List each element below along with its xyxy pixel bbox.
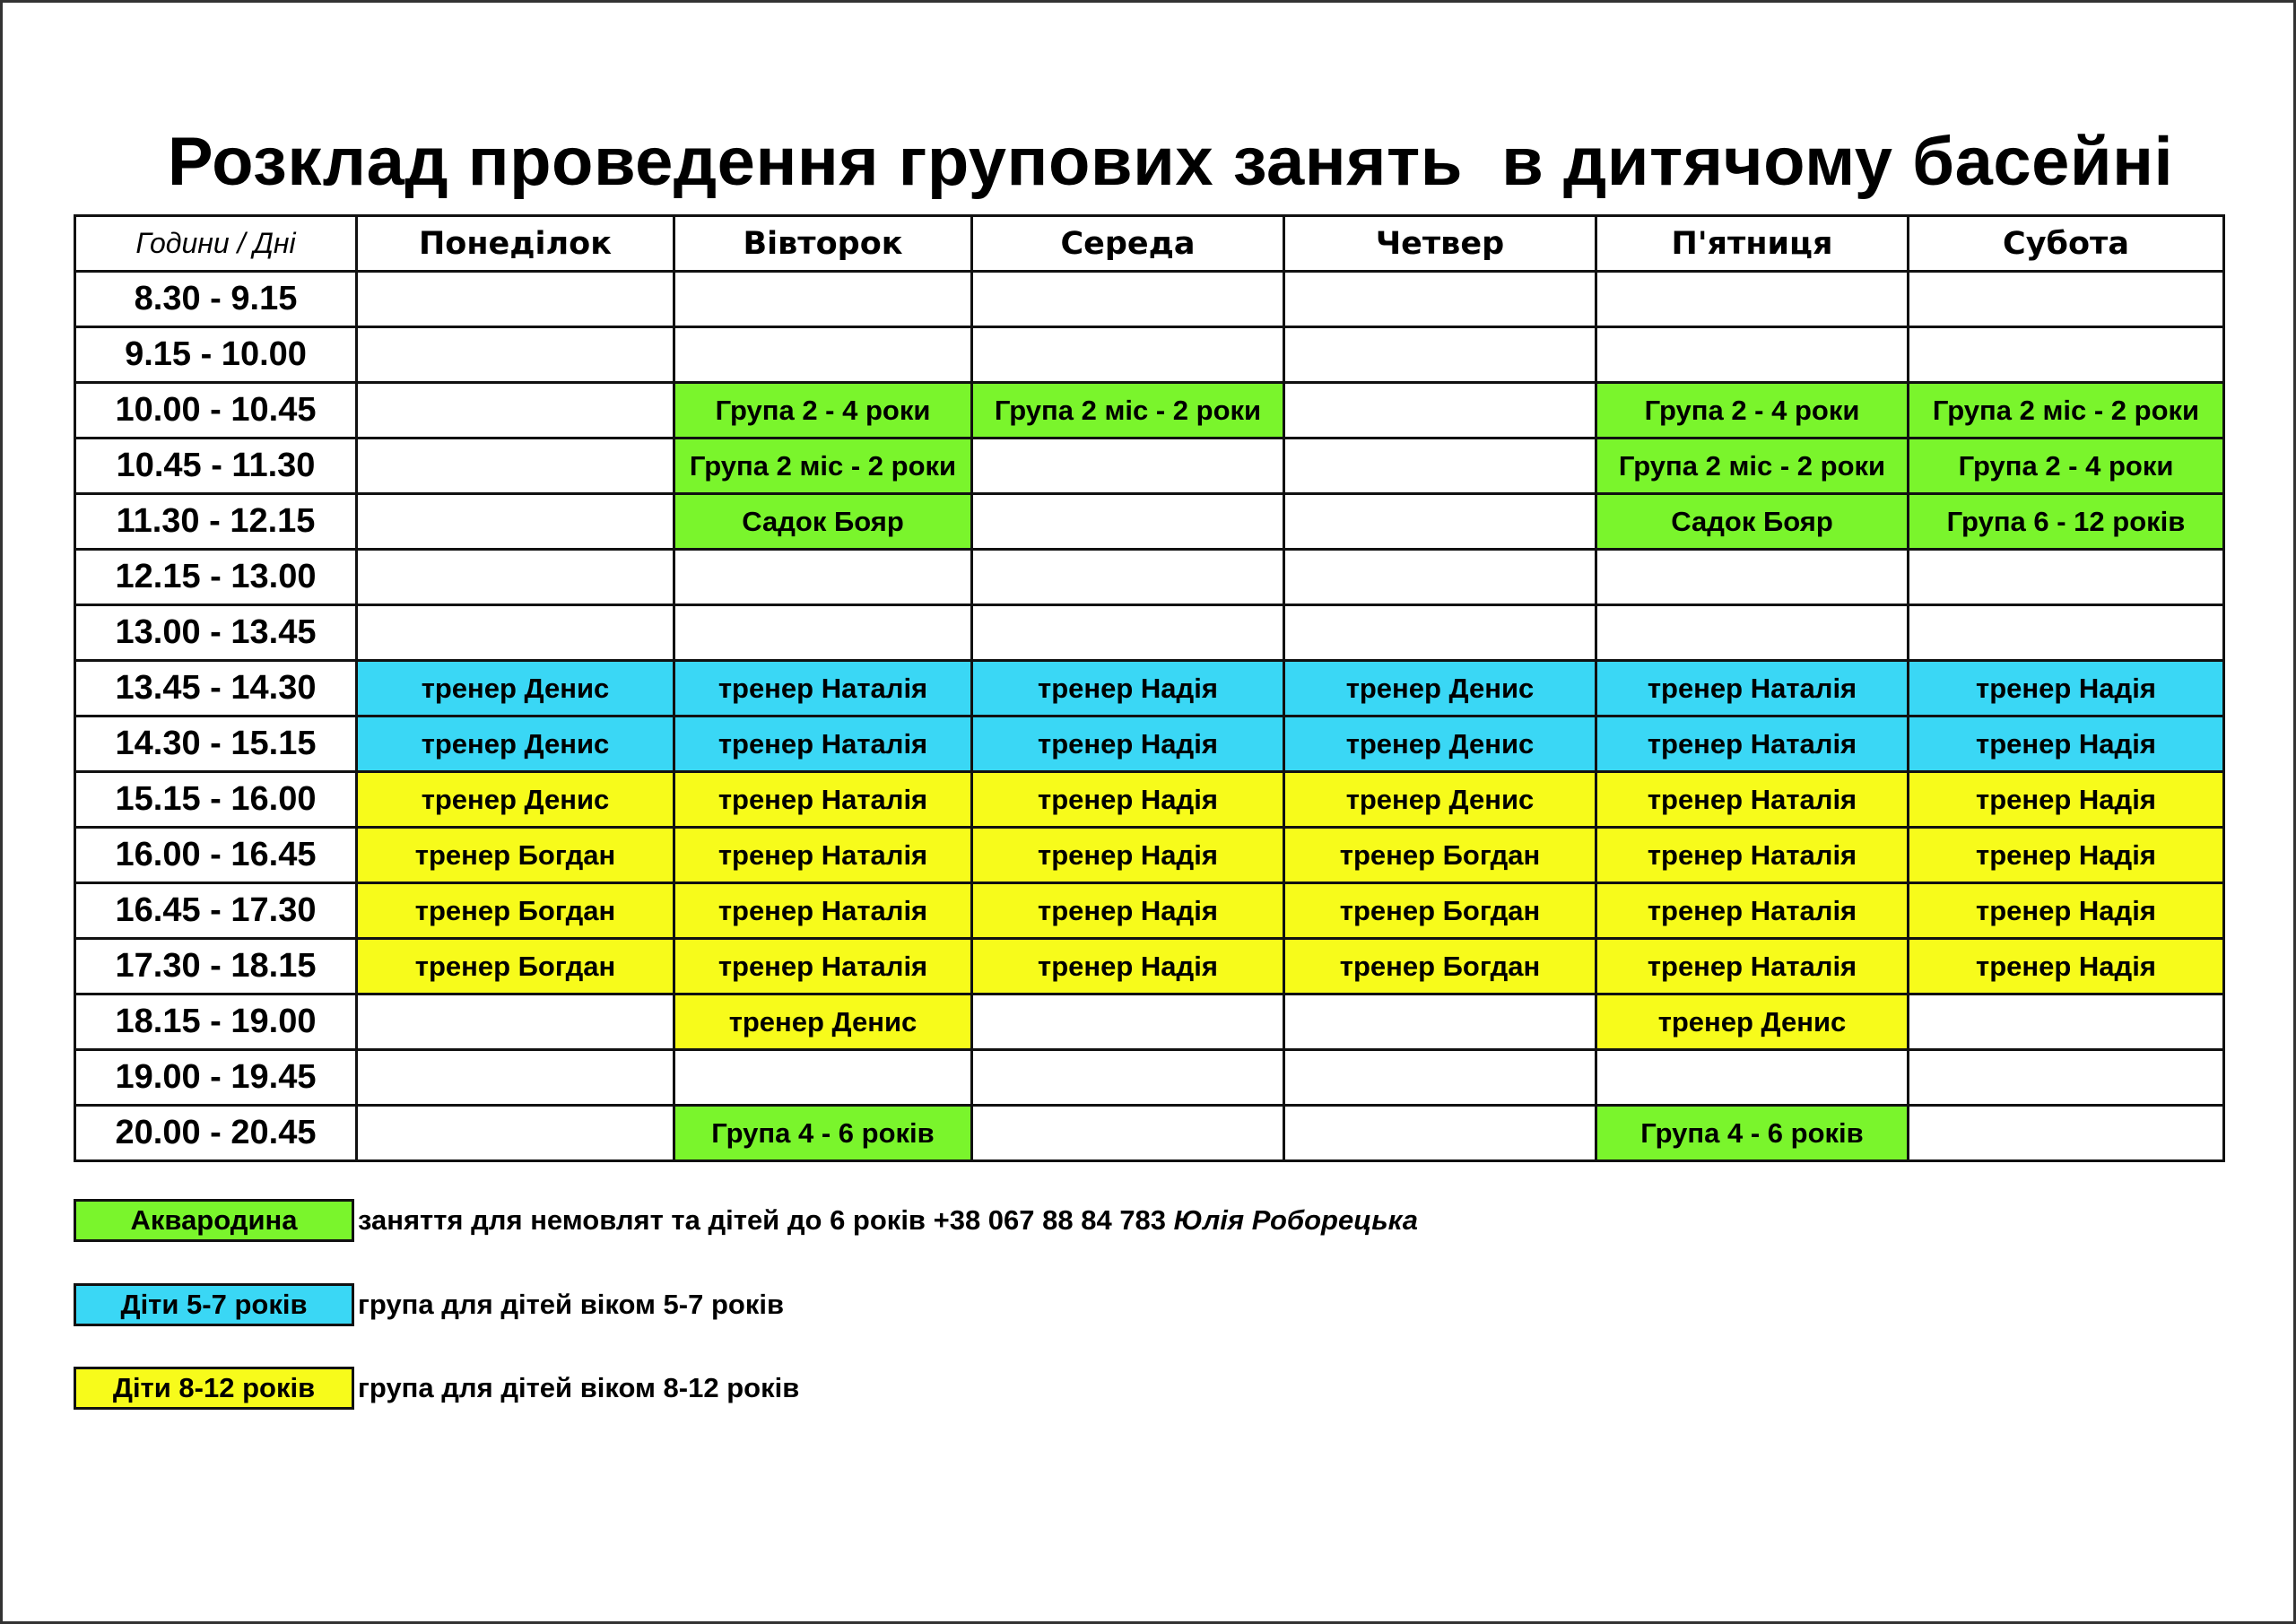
schedule-cell: тренер Наталія: [674, 883, 972, 939]
schedule-cell: тренер Надія: [972, 883, 1284, 939]
schedule-cell: [1284, 272, 1596, 327]
schedule-cell: тренер Надія: [1909, 772, 2224, 828]
legend-description-text: група для дітей віком 5-7 років: [358, 1289, 785, 1320]
time-slot: 20.00 - 20.45: [75, 1106, 357, 1161]
day-header: Середа: [972, 216, 1284, 272]
table-row: [75, 550, 2224, 605]
schedule-cell: Група 2 - 4 роки: [674, 383, 972, 439]
legend-swatch: Діти 5-7 років: [74, 1283, 354, 1326]
page-title: Розклад проведення групових занять в дитячому басейні: [167, 123, 2174, 200]
schedule-cell: [357, 327, 674, 383]
time-slot: 11.30 - 12.15: [75, 494, 357, 550]
schedule-cell: [972, 1050, 1284, 1106]
schedule-cell: [1284, 994, 1596, 1050]
schedule-cell: [1284, 1106, 1596, 1161]
legend-description-text: заняття для немовлят та дітей до 6 років +38 067 88 84 783: [358, 1204, 1174, 1236]
schedule-cell: Садок Бояр: [1596, 494, 1909, 550]
schedule-cell: тренер Наталія: [674, 716, 972, 772]
schedule-cell: [674, 605, 972, 661]
schedule-cell: [1596, 605, 1909, 661]
schedule-cell: Група 6 - 12 років: [1909, 494, 2224, 550]
schedule-cell: [1909, 1050, 2224, 1106]
schedule-cell: [357, 1106, 674, 1161]
table-row: [75, 716, 2224, 772]
schedule-cell: тренер Надія: [1909, 828, 2224, 883]
schedule-cell: Група 2 міс - 2 роки: [1596, 439, 1909, 494]
schedule-cell: тренер Денис: [674, 994, 972, 1050]
schedule-cell: тренер Надія: [1909, 939, 2224, 994]
schedule-cell: [1596, 272, 1909, 327]
schedule-cell: [1909, 272, 2224, 327]
time-slot: 13.00 - 13.45: [75, 605, 357, 661]
schedule-cell: тренер Наталія: [1596, 661, 1909, 716]
schedule-cell: тренер Богдан: [357, 883, 674, 939]
table-row: [75, 939, 2224, 994]
time-slot: 19.00 - 19.45: [75, 1050, 357, 1106]
schedule-cell: [1909, 994, 2224, 1050]
schedule-cell: Група 2 - 4 роки: [1909, 439, 2224, 494]
time-slot: 8.30 - 9.15: [75, 272, 357, 327]
schedule-cell: тренер Надія: [1909, 716, 2224, 772]
schedule-body: [75, 272, 2224, 1161]
schedule-cell: тренер Надія: [972, 661, 1284, 716]
table-row: [75, 494, 2224, 550]
time-slot: 9.15 - 10.00: [75, 327, 357, 383]
schedule-cell: [1284, 494, 1596, 550]
schedule-cell: тренер Богдан: [1284, 828, 1596, 883]
schedule-cell: тренер Надія: [972, 716, 1284, 772]
schedule-cell: [1284, 439, 1596, 494]
schedule-cell: тренер Надія: [972, 939, 1284, 994]
schedule-cell: [972, 272, 1284, 327]
schedule-cell: тренер Денис: [357, 661, 674, 716]
legend-description: [358, 1283, 784, 1326]
time-slot: 16.00 - 16.45: [75, 828, 357, 883]
table-row: [75, 994, 2224, 1050]
table-row: [75, 1106, 2224, 1161]
schedule-cell: [1284, 327, 1596, 383]
schedule-cell: тренер Наталія: [1596, 772, 1909, 828]
schedule-cell: [972, 327, 1284, 383]
schedule-cell: [972, 439, 1284, 494]
time-slot: 10.45 - 11.30: [75, 439, 357, 494]
schedule-cell: тренер Богдан: [1284, 883, 1596, 939]
day-header: Четвер: [1284, 216, 1596, 272]
legend-swatch: Діти 8-12 років: [74, 1367, 354, 1410]
schedule-cell: Група 2 - 4 роки: [1596, 383, 1909, 439]
time-slot: 15.15 - 16.00: [75, 772, 357, 828]
schedule-cell: тренер Наталія: [1596, 939, 1909, 994]
schedule-cell: тренер Денис: [357, 772, 674, 828]
schedule-cell: [357, 439, 674, 494]
schedule-cell: Група 4 - 6 років: [674, 1106, 972, 1161]
time-slot: 12.15 - 13.00: [75, 550, 357, 605]
time-slot: 16.45 - 17.30: [75, 883, 357, 939]
day-header: Вівторок: [674, 216, 972, 272]
schedule-cell: тренер Богдан: [357, 828, 674, 883]
schedule-cell: Група 4 - 6 років: [1596, 1106, 1909, 1161]
legend-description: [358, 1199, 1418, 1242]
table-row: [75, 605, 2224, 661]
schedule-cell: [1284, 550, 1596, 605]
schedule-cell: тренер Надія: [972, 828, 1284, 883]
table-row: [75, 828, 2224, 883]
schedule-cell: [972, 605, 1284, 661]
day-header: Понеділок: [357, 216, 674, 272]
schedule-cell: [1596, 1050, 1909, 1106]
day-header: Субота: [1909, 216, 2224, 272]
schedule-cell: [357, 1050, 674, 1106]
schedule-cell: тренер Надія: [972, 772, 1284, 828]
schedule-cell: [357, 272, 674, 327]
legend-description: [358, 1367, 799, 1410]
time-slot: 10.00 - 10.45: [75, 383, 357, 439]
schedule-cell: тренер Наталія: [674, 939, 972, 994]
schedule-cell: [357, 494, 674, 550]
legend-contact-person: Юлія Роборецька: [1173, 1204, 1418, 1236]
schedule-cell: [674, 1050, 972, 1106]
schedule-cell: тренер Надія: [1909, 883, 2224, 939]
schedule-cell: [357, 550, 674, 605]
schedule-cell: [1284, 605, 1596, 661]
schedule-cell: [674, 327, 972, 383]
schedule-cell: Група 2 міс - 2 роки: [1909, 383, 2224, 439]
schedule-cell: [1596, 327, 1909, 383]
time-slot: 18.15 - 19.00: [75, 994, 357, 1050]
schedule-cell: [1909, 327, 2224, 383]
time-slot: 17.30 - 18.15: [75, 939, 357, 994]
schedule-cell: тренер Денис: [1596, 994, 1909, 1050]
table-row: [75, 661, 2224, 716]
schedule-cell: тренер Наталія: [674, 661, 972, 716]
schedule-cell: тренер Богдан: [1284, 939, 1596, 994]
table-row: [75, 439, 2224, 494]
table-row: [75, 327, 2224, 383]
schedule-cell: тренер Наталія: [1596, 716, 1909, 772]
schedule-cell: [357, 383, 674, 439]
schedule-cell: [357, 994, 674, 1050]
schedule-cell: тренер Богдан: [357, 939, 674, 994]
schedule-cell: тренер Наталія: [1596, 828, 1909, 883]
schedule-cell: [1909, 605, 2224, 661]
corner-header: Години / Дні: [75, 216, 357, 272]
schedule-cell: [972, 994, 1284, 1050]
schedule-cell: тренер Наталія: [1596, 883, 1909, 939]
table-row: [75, 772, 2224, 828]
schedule-cell: тренер Денис: [357, 716, 674, 772]
table-row: [75, 272, 2224, 327]
schedule-cell: тренер Наталія: [674, 772, 972, 828]
legend-swatch: Аквародина: [74, 1199, 354, 1242]
schedule-cell: тренер Денис: [1284, 716, 1596, 772]
schedule-cell: [1596, 550, 1909, 605]
schedule-cell: Садок Бояр: [674, 494, 972, 550]
schedule-cell: Група 2 міс - 2 роки: [674, 439, 972, 494]
schedule-cell: [972, 494, 1284, 550]
table-row: [75, 883, 2224, 939]
schedule-cell: тренер Наталія: [674, 828, 972, 883]
schedule-cell: тренер Денис: [1284, 661, 1596, 716]
schedule-cell: [1284, 383, 1596, 439]
schedule-cell: [972, 550, 1284, 605]
schedule-cell: тренер Денис: [1284, 772, 1596, 828]
schedule-cell: [1909, 1106, 2224, 1161]
time-slot: 13.45 - 14.30: [75, 661, 357, 716]
table-row: [75, 1050, 2224, 1106]
time-slot: 14.30 - 15.15: [75, 716, 357, 772]
schedule-cell: [357, 605, 674, 661]
schedule-cell: [674, 272, 972, 327]
schedule-cell: Група 2 міс - 2 роки: [972, 383, 1284, 439]
schedule-table: [74, 214, 2225, 1162]
schedule-cell: [1284, 1050, 1596, 1106]
header-row: [75, 216, 2224, 272]
day-header: П'ятниця: [1596, 216, 1909, 272]
legend-description-text: група для дітей віком 8-12 років: [358, 1372, 800, 1403]
table-row: [75, 383, 2224, 439]
schedule-cell: [1909, 550, 2224, 605]
schedule-cell: [972, 1106, 1284, 1161]
schedule-cell: [674, 550, 972, 605]
schedule-cell: тренер Надія: [1909, 661, 2224, 716]
